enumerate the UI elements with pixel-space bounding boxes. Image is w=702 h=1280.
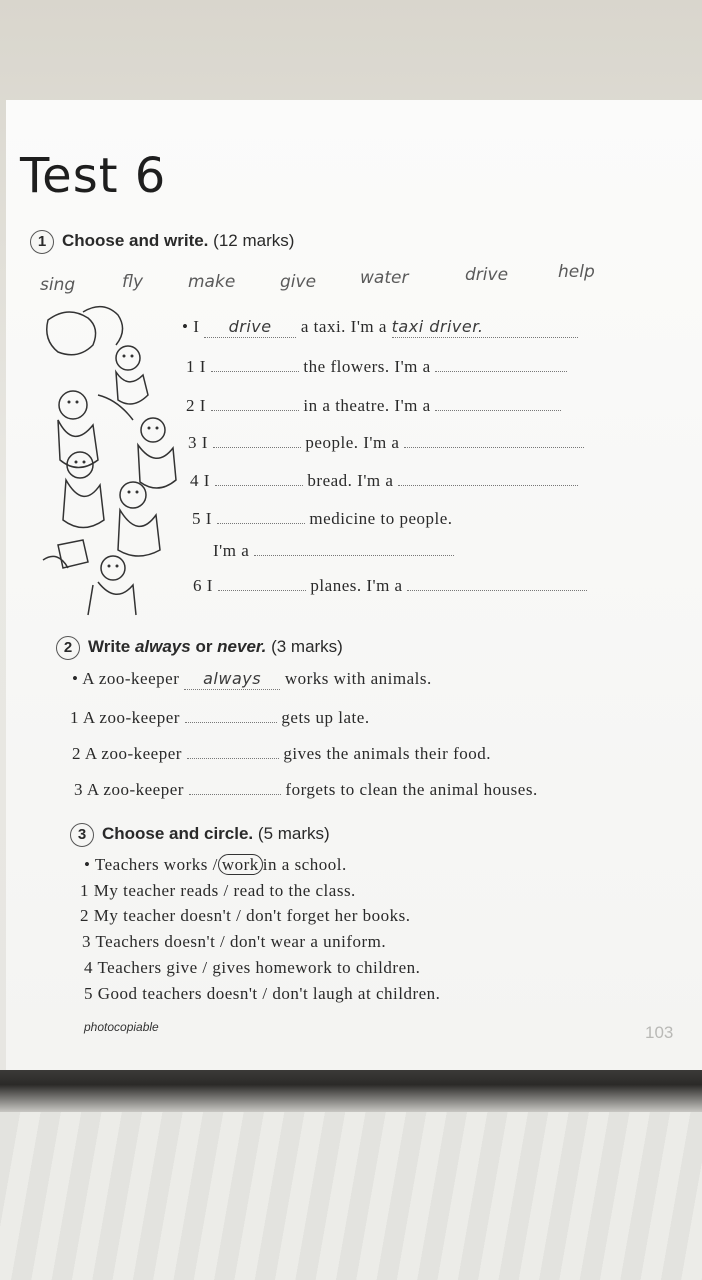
page-bottom-edge	[0, 1070, 702, 1112]
answer-blank[interactable]	[189, 794, 281, 795]
section2-title-pre: Write	[88, 637, 131, 656]
item-text: forgets to clean the animal houses.	[285, 780, 538, 799]
section2-marks: (3 marks)	[271, 637, 343, 656]
section3-marks: (5 marks)	[257, 824, 330, 843]
section1-number: 1	[30, 230, 54, 254]
answer-blank[interactable]	[398, 485, 578, 486]
item-subject: I	[201, 433, 208, 452]
item-number: 1	[186, 357, 195, 376]
answer-blank[interactable]	[254, 555, 454, 556]
item-number: 3	[188, 433, 197, 452]
answer-blank[interactable]	[215, 485, 303, 486]
item-text: gets up late.	[281, 708, 370, 727]
item-text: people. I'm a	[305, 433, 400, 452]
section3-item	[82, 932, 386, 952]
example-circled-answer: work	[218, 854, 263, 875]
word-give: give	[280, 272, 317, 292]
example-text: a taxi. I'm a	[300, 317, 387, 336]
section2-item	[74, 780, 538, 800]
item-text[interactable]: My teacher reads / read to the class.	[93, 881, 356, 900]
item-text: the flowers. I'm a	[303, 357, 431, 376]
answer-blank[interactable]	[211, 371, 299, 372]
item-number: 2	[80, 906, 89, 925]
page-number: 103	[645, 1023, 674, 1042]
example-text: Teachers works /	[94, 855, 218, 874]
item-number: 5	[84, 984, 93, 1003]
item-number: 3	[82, 932, 91, 951]
example-answer-blank	[184, 669, 280, 690]
section3-title: Choose and circle.	[102, 824, 254, 843]
item-text: in a theatre. I'm a	[303, 396, 431, 415]
section3-item	[80, 906, 411, 926]
section3-item	[84, 958, 420, 978]
answer-blank[interactable]	[404, 447, 584, 448]
section1-item	[192, 509, 453, 529]
section2-title-always: always	[134, 637, 191, 656]
footer-photocopiable: photocopiable	[84, 1020, 159, 1034]
item-text[interactable]: Good teachers doesn't / don't laugh at children.	[97, 984, 441, 1003]
example-bullet: •	[72, 669, 79, 688]
section1-item	[186, 357, 567, 377]
answer-blank[interactable]	[211, 410, 299, 411]
item-text: I'm a	[213, 541, 250, 560]
answer-blank[interactable]	[185, 722, 277, 723]
item-number: 4	[190, 471, 199, 490]
item-subject: A zoo-keeper	[86, 780, 184, 799]
word-sing: sing	[40, 275, 76, 295]
example-answer-blank	[204, 317, 296, 338]
section2-example	[72, 669, 432, 690]
item-text: planes. I'm a	[310, 576, 403, 595]
section2-title-never: never.	[217, 637, 267, 656]
answer-blank[interactable]	[435, 410, 561, 411]
section2-title-or: or	[195, 637, 213, 656]
section2-item	[70, 708, 370, 728]
section1-example	[182, 317, 578, 338]
section3-item	[80, 881, 356, 901]
section1-item	[193, 576, 587, 596]
example-subject: A zoo-keeper	[82, 669, 180, 688]
section1-item-continued	[213, 541, 454, 561]
item-subject: I	[203, 471, 210, 490]
section1-item	[188, 433, 584, 453]
example-text: in a school.	[262, 855, 347, 874]
item-subject: A zoo-keeper	[82, 708, 180, 727]
example-answer2-blank	[392, 317, 578, 338]
word-help: help	[558, 262, 595, 282]
item-number: 3	[74, 780, 83, 799]
item-text: gives the animals their food.	[283, 744, 491, 763]
item-number: 5	[192, 509, 201, 528]
item-text[interactable]: My teacher doesn't / don't forget her books.	[93, 906, 411, 925]
answer-blank[interactable]	[217, 523, 305, 524]
item-subject: I	[199, 396, 206, 415]
section1-item	[186, 396, 561, 416]
item-subject: I	[206, 576, 213, 595]
item-number: 2	[186, 396, 195, 415]
answer-blank[interactable]	[435, 371, 567, 372]
page-title: Test 6	[20, 148, 167, 204]
word-fly: fly	[122, 272, 144, 292]
section3-item	[84, 984, 440, 1004]
item-number: 2	[72, 744, 81, 763]
item-text: medicine to people.	[309, 509, 453, 528]
example-text: works with animals.	[284, 669, 432, 688]
example-bullet: •	[182, 317, 189, 336]
example-subject: I	[193, 317, 200, 336]
item-subject: I	[199, 357, 206, 376]
item-number: 4	[84, 958, 93, 977]
example-answer: drive	[228, 317, 272, 336]
word-drive: drive	[465, 265, 509, 285]
word-make: make	[188, 272, 236, 292]
example-answer: always	[203, 669, 262, 688]
section3-number: 3	[70, 823, 94, 847]
item-text[interactable]: Teachers doesn't / don't wear a uniform.	[95, 932, 387, 951]
section2-number: 2	[56, 636, 80, 660]
item-subject: A zoo-keeper	[84, 744, 182, 763]
section1-heading	[30, 230, 294, 254]
answer-blank[interactable]	[187, 758, 279, 759]
word-water: water	[360, 268, 409, 288]
section2-item	[72, 744, 491, 764]
example-answer2: taxi driver.	[391, 317, 484, 336]
answer-blank[interactable]	[407, 590, 587, 591]
section1-marks: (12 marks)	[213, 231, 295, 250]
section1-title: Choose and write.	[62, 231, 209, 250]
item-text[interactable]: Teachers give / gives homework to children.	[97, 958, 421, 977]
item-number: 1	[80, 881, 89, 900]
item-text: bread. I'm a	[307, 471, 394, 490]
section2-heading	[56, 636, 343, 660]
background-screen	[0, 1112, 702, 1280]
item-number: 1	[70, 708, 79, 727]
item-number: 6	[193, 576, 202, 595]
section3-heading	[70, 823, 330, 847]
section3-example	[84, 855, 347, 875]
section1-item	[190, 471, 578, 491]
answer-blank[interactable]	[213, 447, 301, 448]
answer-blank[interactable]	[218, 590, 306, 591]
example-bullet: •	[84, 855, 91, 874]
people-illustration	[38, 300, 188, 620]
item-subject: I	[205, 509, 212, 528]
